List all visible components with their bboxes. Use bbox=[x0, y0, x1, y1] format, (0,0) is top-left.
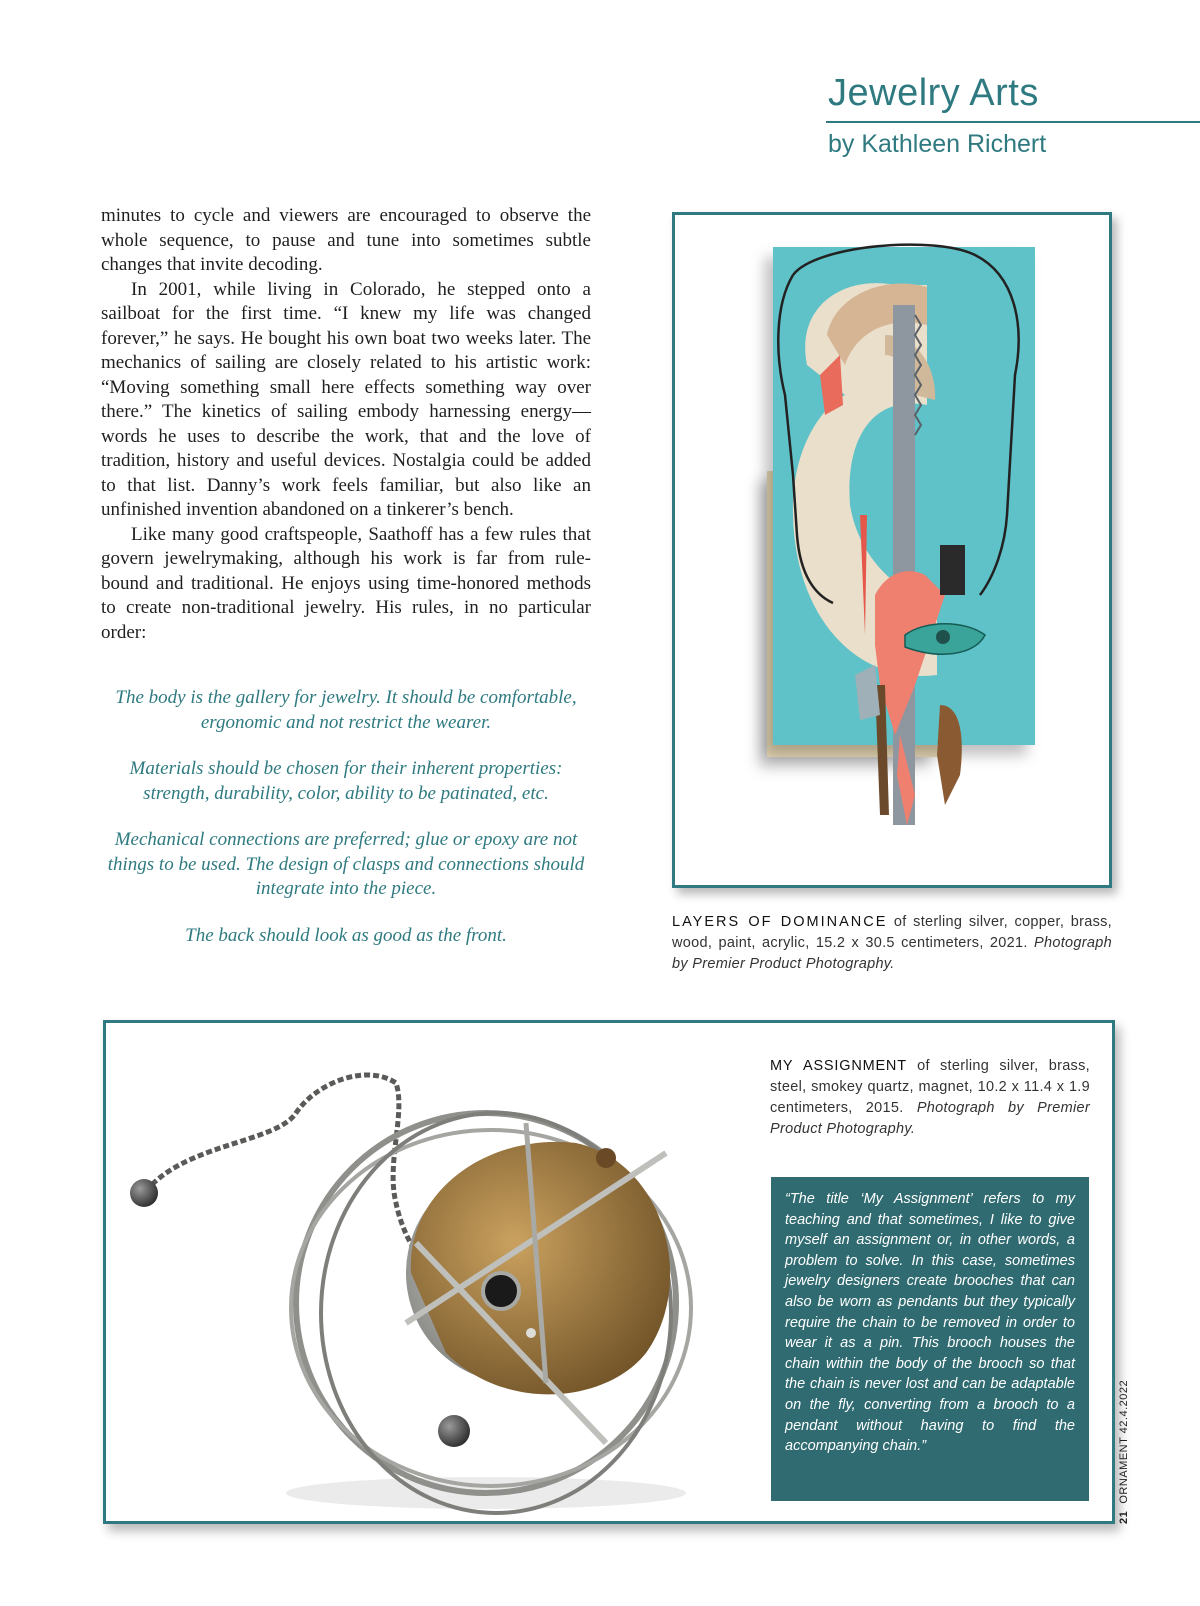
pull-quote-box bbox=[771, 1177, 1089, 1501]
layers-of-dominance-photo bbox=[675, 215, 1109, 885]
page-number: 21 bbox=[1118, 1510, 1130, 1524]
magazine-name: ORNAMENT bbox=[1118, 1436, 1130, 1504]
figure2-title: MY ASSIGNMENT bbox=[770, 1058, 907, 1074]
section-title: Jewelry Arts bbox=[828, 72, 1039, 114]
body-paragraph-3: Like many good craftspeople, Saathoff has a few rules that govern jewelrymaking, although his work is far from rule-bound and traditional. He enjoys using time-honored methods to create non-traditional jewelry. His rules, in no particular order: bbox=[101, 523, 591, 643]
figure1-caption bbox=[672, 912, 1112, 975]
figure1-credit: Photograph by Premier Product Photography. bbox=[672, 935, 1112, 972]
figure-layers-of-dominance bbox=[672, 212, 1112, 888]
rule-1: The body is the gallery for jewelry. It should be comfortable, ergonomic and not restrict the wearer. bbox=[115, 687, 577, 733]
byline: by Kathleen Richert bbox=[828, 130, 1047, 158]
pull-quote-text: “The title ‘My Assignment’ refers to my teaching and that sometimes, I like to give myself an assignment or, in other words, a problem to solve. In this case, sometimes jewelry designers create brooches that can also be worn as pendants but they typically require the chain to be removed in order to wear it as a pin. This brooch houses the chain within the body of the brooch so that the chain is never lost and can be adaptable on the fly, converting from a brooch to a pendant without having to find the accompanying chain.” bbox=[785, 1191, 1075, 1455]
section-rule bbox=[826, 121, 1200, 123]
figure2-credit: Photograph by Premier Product Photography. bbox=[770, 1100, 1091, 1137]
issue-number: 42.4.2022 bbox=[1118, 1379, 1130, 1434]
rule-3: Mechanical connections are preferred; glue or epoxy are not things to be used. The design of clasps and connections should integrate into the piece. bbox=[107, 829, 585, 899]
figure2-details: of sterling silver, brass, steel, smokey quartz, magnet, 10.2 x 11.4 x 1.9 centimeters, 2015. bbox=[770, 1058, 1090, 1116]
body-paragraph-2: In 2001, while living in Colorado, he stepped onto a sailboat for the first time. “I knew my life was changed forever,” he says. He bought his own boat two weeks later. The mechanics of sailing are closely related to his artistic work: “Moving something small here effects something way over there.” The kinetics of sailing embody harnessing energy—words he uses to describe the work, that and the love of tradition, history and useful devices. Nostalgia could be added to that list. Danny’s work feels familiar, but also like an unfinished invention abandoned on a tinkerer’s bench. bbox=[101, 278, 591, 520]
rule-2: Materials should be chosen for their inherent properties: strength, durability, color, ability to be patinated, etc. bbox=[129, 758, 563, 804]
rule-4: The back should look as good as the front. bbox=[185, 924, 507, 946]
folio bbox=[1118, 1380, 1130, 1524]
figure2-caption bbox=[770, 1056, 1090, 1140]
article-body bbox=[101, 204, 591, 645]
rules-list bbox=[101, 686, 591, 970]
figure1-details: of sterling silver, copper, brass, wood, paint, acrylic, 15.2 x 30.5 centimeters, 2021. bbox=[672, 914, 1113, 951]
figure1-title: LAYERS OF DOMINANCE bbox=[672, 914, 888, 930]
my-assignment-photo bbox=[106, 1023, 746, 1521]
body-paragraph-1: minutes to cycle and viewers are encouraged to observe the whole sequence, to pause and tune into sometimes subtle changes that invite decoding. bbox=[101, 205, 591, 275]
